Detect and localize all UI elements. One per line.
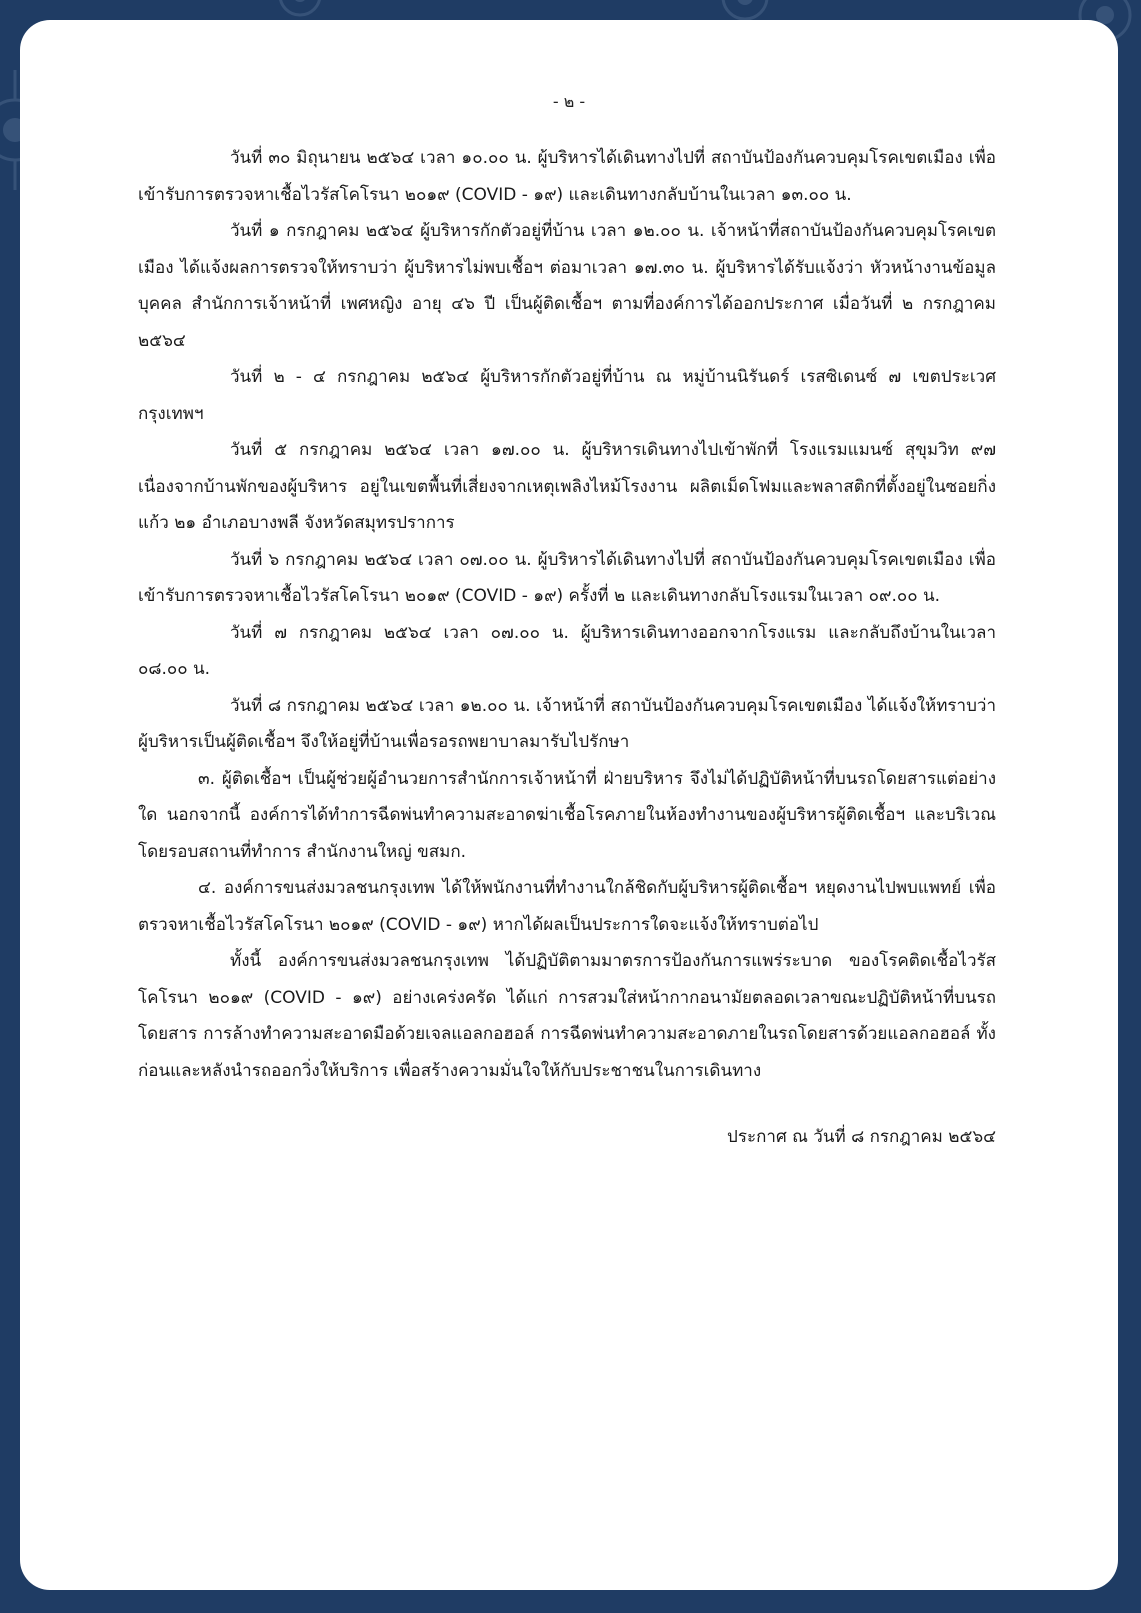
timeline-paragraph: วันที่ ๑ กรกฎาคม ๒๕๖๔ ผู้บริหารกักตัวอยู่ที่บ้าน เวลา ๑๒.๐๐ น. เจ้าหน้าที่สถาบันป้องกันควบคุมโรคเขตเมือง ได้แจ้งผลการตรวจให้ทราบว่า ผู้บริหารไม่พบเชื้อฯ ต่อมาเวลา ๑๗.๓๐ น. ผู้บริหารได้รับแจ้งว่า หัวหน้างานข้อมูลบุคคล สำนักการเจ้าหน้าที่ เพศหญิง อายุ ๔๖ ปี เป็นผู้ติดเชื้อฯ ตามที่องค์การได้ออกประกาศ เมื่อวันที่ ๒ กรกฎาคม ๒๕๖๔ <box>138 221 996 351</box>
timeline-paragraph: วันที่ ๘ กรกฎาคม ๒๕๖๔ เวลา ๑๒.๐๐ น. เจ้าหน้าที่ สถาบันป้องกันควบคุมโรคเขตเมือง ได้แจ้งให้ทราบว่า ผู้บริหารเป็นผู้ติดเชื้อฯ จึงให้อยู่ที่บ้านเพื่อรอรถพยาบาลมารับไปรักษา <box>138 695 996 752</box>
document-page <box>20 20 1118 1590</box>
announcement-date: ประกาศ ณ วันที่ ๘ กรกฎาคม ๒๕๖๔ <box>727 1127 996 1147</box>
timeline-paragraph: วันที่ ๕ กรกฎาคม ๒๕๖๔ เวลา ๑๗.๐๐ น. ผู้บริหารเดินทางไปเข้าพักที่ โรงแรมแมนซ์ สุขุมวิท ๙๗ เนื่องจากบ้านพักของผู้บริหาร อยู่ในเขตพื้นที่เสี่ยงจากเหตุเพลิงไหม้โรงงาน ผลิตเม็ดโฟมและพลาสติกที่ตั้งอยู่ในซอยกิ่งแก้ว ๒๑ อำเภอบางพลี จังหวัดสมุทรปราการ <box>138 440 996 533</box>
timeline-paragraph: วันที่ ๓๐ มิถุนายน ๒๕๖๔ เวลา ๑๐.๐๐ น. ผู้บริหารได้เดินทางไปที่ สถาบันป้องกันควบคุมโรคเขตเมือง เพื่อเข้ารับการตรวจหาเชื้อไวรัสโคโรนา ๒๐๑๙ (COVID - ๑๙) และเดินทางกลับบ้านในเวลา ๑๓.๐๐ น. <box>138 148 996 205</box>
numbered-paragraph: ๔. องค์การขนส่งมวลชนกรุงเทพ ได้ให้พนักงานที่ทำงานใกล้ชิดกับผู้บริหารผู้ติดเชื้อฯ หยุดงานไปพบแพทย์ เพื่อตรวจหาเชื้อไวรัสโคโรนา ๒๐๑๙ (COVID - ๑๙) หากได้ผลเป็นประการใดจะแจ้งให้ทราบต่อไป <box>138 878 996 935</box>
timeline-paragraph: วันที่ ๒ - ๔ กรกฎาคม ๒๕๖๔ ผู้บริหารกักตัวอยู่ที่บ้าน ณ หมู่บ้านนิรันดร์ เรสซิเดนซ์ ๗ เขตประเวศ กรุงเทพฯ <box>138 367 996 424</box>
summary-paragraph: ทั้งนี้ องค์การขนส่งมวลชนกรุงเทพ ได้ปฏิบัติตามมาตรการป้องกันการแพร่ระบาด ของโรคติดเชื้อไวรัสโคโรนา ๒๐๑๙ (COVID - ๑๙) อย่างเคร่งครัด ได้แก่ การสวมใส่หน้ากากอนามัยตลอดเวลาขณะปฏิบัติหน้าที่บนรถโดยสาร การล้างทำความสะอาดมือด้วยเจลแอลกอฮอล์ การฉีดพ่นทำความสะอาดภายในรถโดยสารด้วยแอลกอฮอล์ ทั้งก่อนและหลังนำรถออกวิ่งให้บริการ เพื่อสร้างความมั่นใจให้กับประชาชนในการเดินทาง <box>138 951 996 1081</box>
timeline-paragraph: วันที่ ๖ กรกฎาคม ๒๕๖๔ เวลา ๐๗.๐๐ น. ผู้บริหารได้เดินทางไปที่ สถาบันป้องกันควบคุมโรคเขตเมือง เพื่อเข้ารับการตรวจหาเชื้อไวรัสโคโรนา ๒๐๑๙ (COVID - ๑๙) ครั้งที่ ๒ และเดินทางกลับโรงแรมในเวลา ๐๙.๐๐ น. <box>138 549 996 606</box>
numbered-paragraph: ๓. ผู้ติดเชื้อฯ เป็นผู้ช่วยผู้อำนวยการสำนักการเจ้าหน้าที่ ฝ่ายบริหาร จึงไม่ได้ปฏิบัติหน้าที่บนรถโดยสารแต่อย่างใด นอกจากนี้ องค์การได้ทำการฉีดพ่นทำความสะอาดฆ่าเชื้อโรคภายในห้องทำงานของผู้บริหารผู้ติดเชื้อฯ และบริเวณโดยรอบสถานที่ทำการ สำนักงานใหญ่ ขสมก. <box>138 768 996 862</box>
timeline-paragraph: วันที่ ๗ กรกฎาคม ๒๕๖๔ เวลา ๐๗.๐๐ น. ผู้บริหารเดินทางออกจากโรงแรม และกลับถึงบ้านในเวลา ๐๘.๐๐ น. <box>138 622 996 679</box>
page-number: - ๒ - <box>552 92 586 111</box>
document-body <box>138 140 996 1156</box>
